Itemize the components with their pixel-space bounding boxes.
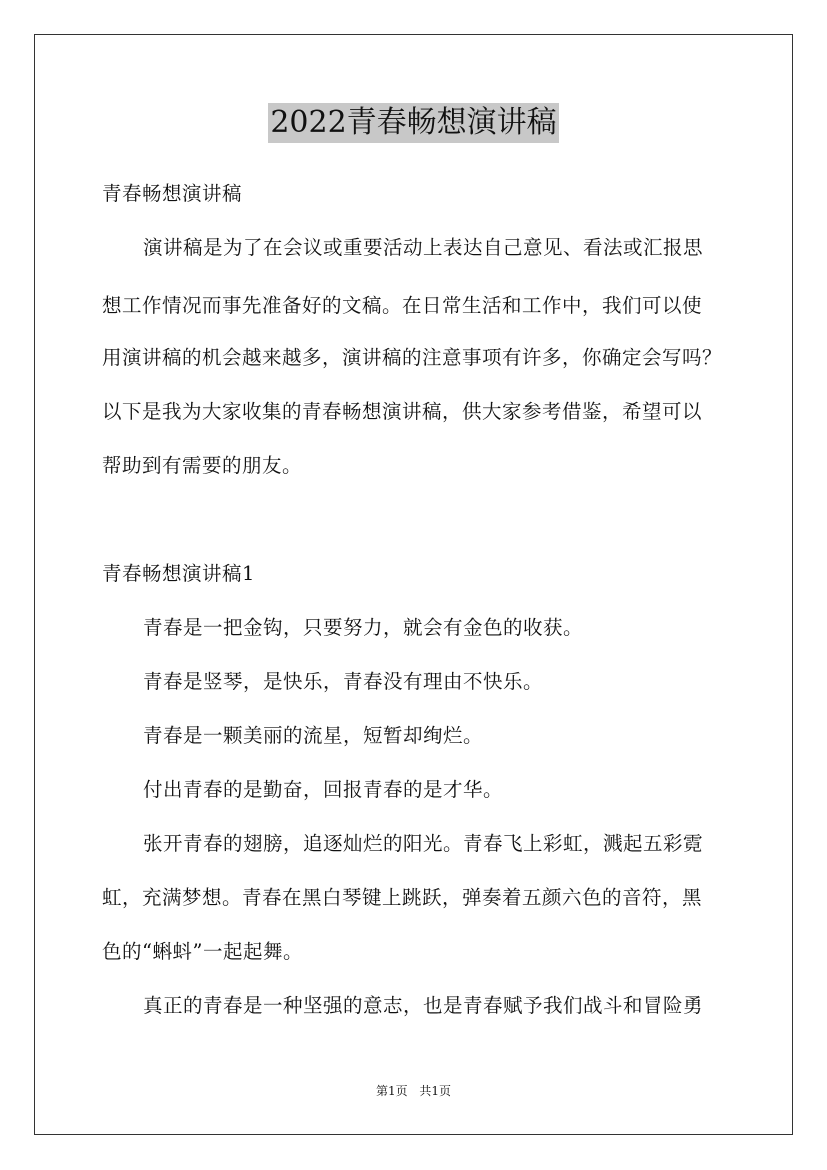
section-heading: 青春畅想演讲稿1 <box>102 562 255 585</box>
body-line-3: 青春是一颗美丽的流星，短暂却绚烂。 <box>143 724 484 747</box>
document-subtitle: 青春畅想演讲稿 <box>102 182 243 205</box>
page-footer <box>0 1083 827 1099</box>
body-line-4: 付出青春的是勤奋，回报青春的是才华。 <box>143 778 504 801</box>
body-line-7: 色的“蝌蚪”一起起舞。 <box>102 940 303 963</box>
body-line-1: 青春是一把金钩，只要努力，就会有金色的收获。 <box>143 616 584 639</box>
intro-line-3: 用演讲稿的机会越来越多，演讲稿的注意事项有许多，你确定会写吗？ <box>102 346 723 369</box>
body-line-2: 青春是竖琴，是快乐，青春没有理由不快乐。 <box>143 670 544 693</box>
title-container <box>0 103 827 143</box>
body-line-6: 虹，充满梦想。青春在黑白琴键上跳跃，弹奏着五颜六色的音符，黑 <box>102 886 703 909</box>
intro-line-5: 帮助到有需要的朋友。 <box>102 454 303 477</box>
intro-line-1: 演讲稿是为了在会议或重要活动上表达自己意见、看法或汇报思 <box>143 236 704 259</box>
intro-line-4: 以下是我为大家收集的青春畅想演讲稿，供大家参考借鉴，希望可以 <box>102 400 703 423</box>
page-total: 共1页 <box>419 1084 452 1098</box>
body-line-8: 真正的青春是一种坚强的意志，也是青春赋予我们战斗和冒险勇 <box>143 994 704 1017</box>
body-line-5: 张开青春的翅膀，追逐灿烂的阳光。青春飞上彩虹，溅起五彩霓 <box>143 832 704 855</box>
document-title: 2022青春畅想演讲稿 <box>268 103 558 143</box>
page-number: 第1页 <box>375 1084 408 1098</box>
intro-line-2: 想工作情况而事先准备好的文稿。在日常生活和工作中，我们可以使 <box>102 294 703 317</box>
